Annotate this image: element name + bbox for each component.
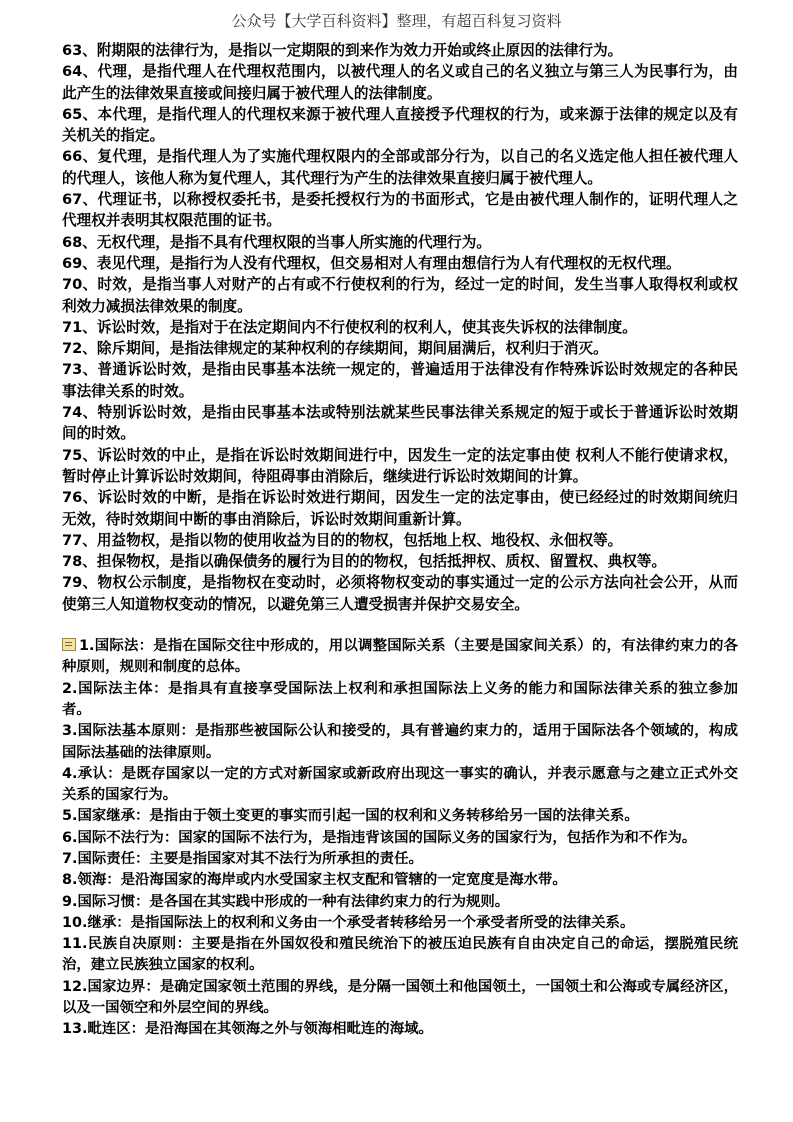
term-paragraph: 69、表见代理，是指行为人没有代理权，但交易相对人有理由想信行为人有代理权的无权代理。: [62, 254, 681, 272]
document-body: [62, 40, 738, 1041]
term-paragraph: 6.国际不法行为：国家的国际不法行为，是指违背该国的国际义务的国家行为，包括作为和不作为。: [62, 829, 697, 846]
term-paragraph: 10.继承：是指国际法上的权利和义务由一个承受者转移给另一个承受者所受的法律关系。: [62, 914, 635, 931]
term-paragraph: 71、诉讼时效，是指对于在法定期间内不行使权利的权利人，使其丧失诉权的法律制度。: [62, 318, 637, 336]
section-civil-law-terms: [62, 40, 738, 615]
term-paragraph: 12.国家边界：是确定国家领土范围的界线，是分隔一国领土和他国领土，一国领土和公海或专属经济区，以及一国领空和外层空间的界线。: [62, 978, 738, 1017]
term-paragraph: 63、附期限的法律行为，是指以一定期限的到来作为效力开始或终止原因的法律行为。: [62, 42, 623, 59]
term-text: 1.国际法：是指在国际交往中形成的，用以调整国际关系（主要是国家间关系）的，有法律约束力的各种原则，规则和制度的总体。: [62, 638, 738, 676]
term-paragraph: 3.国际法基本原则：是指那些被国际公认和接受的，具有普遍约束力的，适用于国际法各个领域的，构成国际法基础的法律原则。: [62, 723, 738, 761]
term-paragraph: 72、除斥期间，是指法律规定的某种权利的存续期间，期间届满后，权利归于消灭。: [62, 340, 608, 358]
term-paragraph: 77、用益物权，是指以物的使用收益为目的的物权，包括地上权、地役权、永佃权等。: [62, 531, 623, 549]
term-paragraph: 68、无权代理，是指不具有代理权限的当事人所实施的代理行为。: [62, 233, 491, 251]
term-paragraph: 73、普通诉讼时效，是指由民事基本法统一规定的，普遍适用于法律没有作特殊诉讼时效规定的各种民事法律关系的时效。: [62, 361, 738, 400]
term-paragraph: 76、诉讼时效的中断，是指在诉讼时效进行期间，因发生一定的法定事由，使已经经过的时效期间统归无效，待时效期间中断的事由消除后，诉讼时效期间重新计算。: [62, 489, 738, 528]
note-icon[interactable]: [62, 638, 76, 651]
term-paragraph: 66、复代理，是指代理人为了实施代理权限内的全部或部分行为，以自己的名义选定他人担任被代理人的代理人，该他人称为复代理人，其代理行为产生的法律效果直接归属于被代理人。: [62, 148, 738, 187]
term-paragraph: 4.承认：是既存国家以一定的方式对新国家或新政府出现这一事实的确认，并表示愿意与之建立正式外交关系的国家行为。: [62, 765, 738, 804]
term-paragraph: 11.民族自决原则：主要是指在外国奴役和殖民统治下的被压迫民族有自由决定自己的命运，摆脱殖民统治，建立民族独立国家的权利。: [62, 936, 738, 974]
term-paragraph: 74、特别诉讼时效，是指由民事基本法或特别法就某些民事法律关系规定的短于或长于普通诉讼时效期间的时效。: [62, 404, 738, 443]
term-paragraph: 5.国家继承：是指由于领土变更的事实而引起一国的权利和义务转移给另一国的法律关系。: [62, 808, 639, 825]
term-paragraph: [62, 636, 738, 679]
term-paragraph: 67、代理证书，以称授权委托书，是委托授权行为的书面形式，它是由被代理人制作的，证明代理人之代理权并表明其权限范围的证书。: [62, 191, 738, 230]
term-paragraph: 64、代理，是指代理人在代理权范围内，以被代理人的名义或自己的名义独立与第三人为民事行为，由此产生的法律效果直接或间接归属于被代理人的法律制度。: [62, 63, 738, 102]
term-paragraph: 9.国际习惯：是各国在其实践中形成的一种有法律约束力的行为规则。: [62, 893, 510, 910]
term-paragraph: 78、担保物权，是指以确保债务的履行为目的的物权，包括抵押权、质权、留置权、典权等。: [62, 553, 667, 571]
term-paragraph: 65、本代理，是指代理人的代理权来源于被代理人直接授予代理权的行为，或来源于法律的规定以及有关机关的指定。: [62, 105, 738, 145]
term-paragraph: 79、物权公示制度，是指物权在变动时，必须将物权变动的事实通过一定的公示方法向社会公开，从而使第三人知道物权变动的情况，以避免第三人遭受损害并保护交易安全。: [62, 574, 738, 613]
page-header: 公众号【大学百科资料】整理，有超百科复习资料: [231, 12, 562, 30]
section-international-law-terms: [62, 636, 738, 1041]
term-paragraph: 75、诉讼时效的中止，是指在诉讼时效期间进行中，因发生一定的法定事由使 权利人不能行使请求权，暂时停止计算诉讼时效期间，待阻碍事由消除后，继续进行诉讼时效期间的计算。: [62, 446, 738, 485]
section-gap: [62, 615, 738, 636]
term-paragraph: 8.领海：是沿海国家的海岸或内水受国家主权支配和管辖的一定宽度是海水带。: [62, 872, 567, 889]
term-paragraph: 13.毗连区：是沿海国在其领海之外与领海相毗连的海域。: [62, 1021, 433, 1038]
term-paragraph: 70、时效，是指当事人对财产的占有或不行使权利的行为，经过一定的时间，发生当事人取得权利或权利效力减损法律效果的制度。: [62, 276, 738, 315]
term-paragraph: 2.国际法主体：是指具有直接享受国际法上权利和承担国际法上义务的能力和国际法律关系的独立参加者。: [62, 680, 738, 718]
term-paragraph: 7.国际责任：主要是指国家对其不法行为所承担的责任。: [62, 850, 423, 867]
